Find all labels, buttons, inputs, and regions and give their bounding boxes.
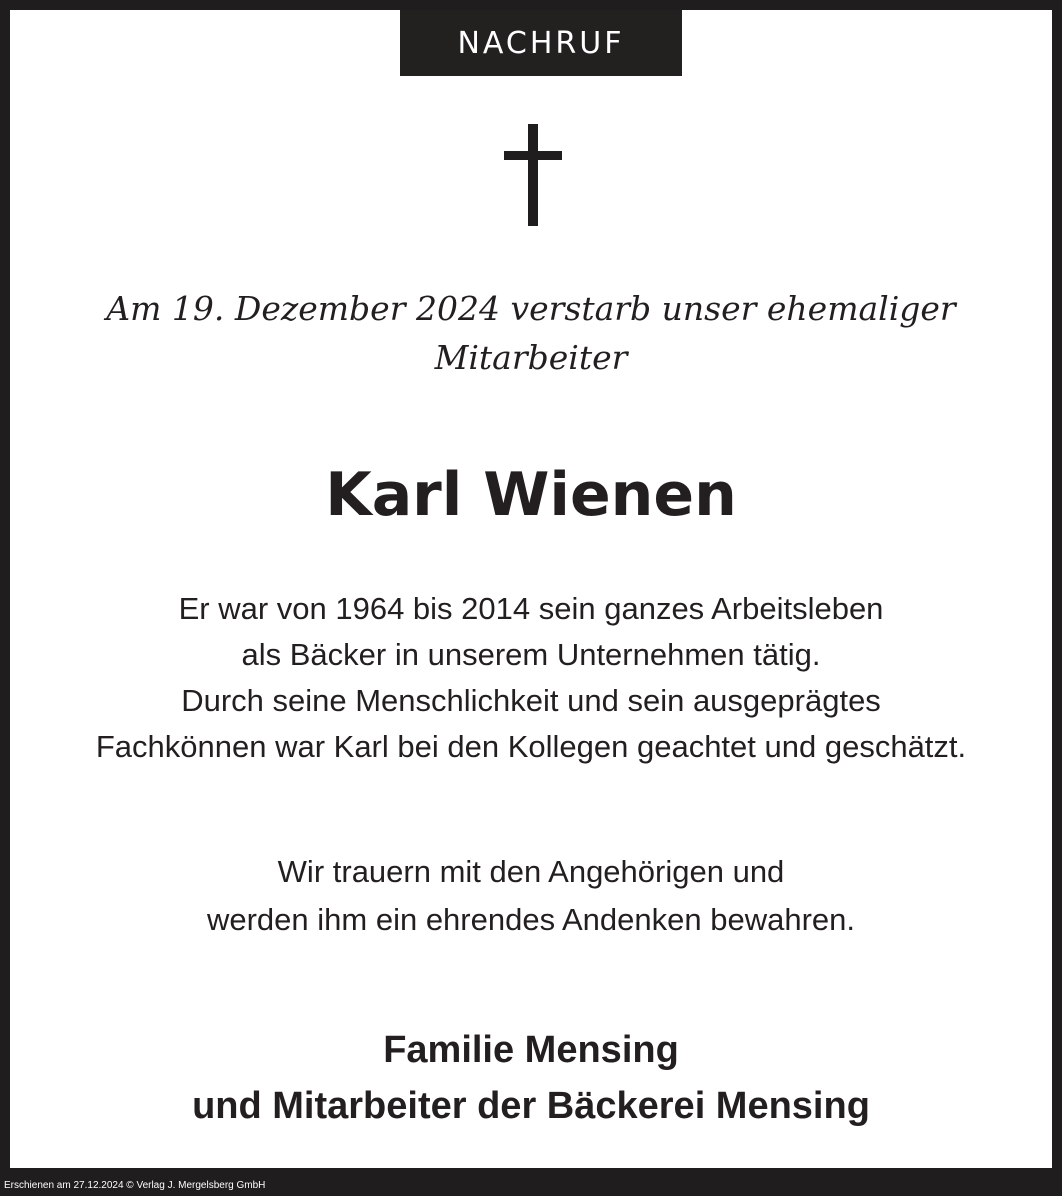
obituary-notice xyxy=(10,10,1052,1168)
tribute-line: als Bäcker in unserem Unternehmen tätig. xyxy=(241,637,821,672)
cross-icon xyxy=(504,124,562,226)
tribute-line: Durch seine Menschlichkeit und sein ausgeprägtes xyxy=(181,683,881,718)
publication-footer: Erschienen am 27.12.2024 © Verlag J. Mergelsberg GmbH xyxy=(4,1180,266,1191)
signature-block xyxy=(10,1022,1052,1134)
intro-line: Mitarbeiter xyxy=(434,338,628,377)
tribute-line: Er war von 1964 bis 2014 sein ganzes Arbeitsleben xyxy=(178,591,884,626)
mourning-text xyxy=(10,848,1052,944)
signature-line: Familie Mensing xyxy=(383,1029,679,1071)
cross-vertical-bar xyxy=(528,124,538,226)
intro-text xyxy=(10,284,1052,382)
tribute-line: Fachkönnen war Karl bei den Kollegen geachtet und geschätzt. xyxy=(95,729,967,764)
intro-line: Am 19. Dezember 2024 verstarb unser ehemaliger xyxy=(106,289,956,328)
deceased-name: Karl Wienen xyxy=(325,460,737,530)
header-label: NACHRUF xyxy=(400,10,682,76)
mourning-line: werden ihm ein ehrendes Andenken bewahren. xyxy=(206,902,855,937)
tribute-text xyxy=(10,586,1052,770)
cross-horizontal-bar xyxy=(504,151,562,160)
mourning-line: Wir trauern mit den Angehörigen und xyxy=(277,854,785,889)
signature-line: und Mitarbeiter der Bäckerei Mensing xyxy=(192,1085,870,1127)
